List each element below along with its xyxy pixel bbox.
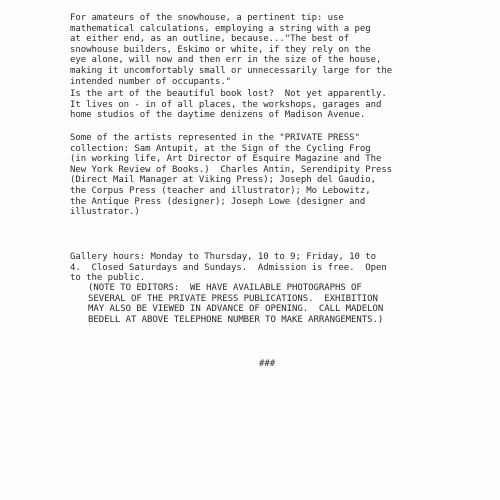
book-lost-paragraph: Is the art of the beautiful book lost? Not yet apparently. It lives on - in of all places, the workshops, garages and home studios of the daytime denizens of Madison Avenue. xyxy=(70,89,387,121)
end-mark: ### xyxy=(259,359,276,369)
editors-note-paragraph: (NOTE TO EDITORS: WE HAVE AVAILABLE PHOTOGRAPHS OF SEVERAL OF THE PRIVATE PRESS PUBLICATIONS. EXHIBITION MAY ALSO BE VIEWED IN ADVANCE OF OPENING. CALL MADELON BEDELL AT ABOVE TELEPHONE NUMBER TO MAKE ARRANGEMENTS.) xyxy=(88,283,384,325)
artists-paragraph: Some of the artists represented in the "PRIVATE PRESS" collection: Sam Antupit, at the Sign of the Cycling Frog (in working life, Art Director of Esquire Magazine and The New York Review of Books.) Charles Antin, Serendipity Press (Direct Mail Manager at Viking Press); Joseph del Gaudio, the Corpus Press (teacher and illustrator); Mo Lebowitz, the Antique Press (designer); Joseph Lowe (designer and illustrator.) xyxy=(70,133,393,218)
gallery-hours-paragraph: Gallery hours: Monday to Thursday, 10 to 9; Friday, 10 to 4. Closed Saturdays and Sundays. Admission is free. Open to the public. xyxy=(70,252,387,284)
snowhouse-paragraph: For amateurs of the snowhouse, a pertinent tip: use mathematical calculations, employing a string with a peg at either end, as an outline, because..."The best of snowhouse builders, Eskimo or white, if they rely on the eye alone, will now and then err in the size of the house, making it uncomfortably small or unnecessarily large for the intended number of occupants." xyxy=(70,13,393,87)
